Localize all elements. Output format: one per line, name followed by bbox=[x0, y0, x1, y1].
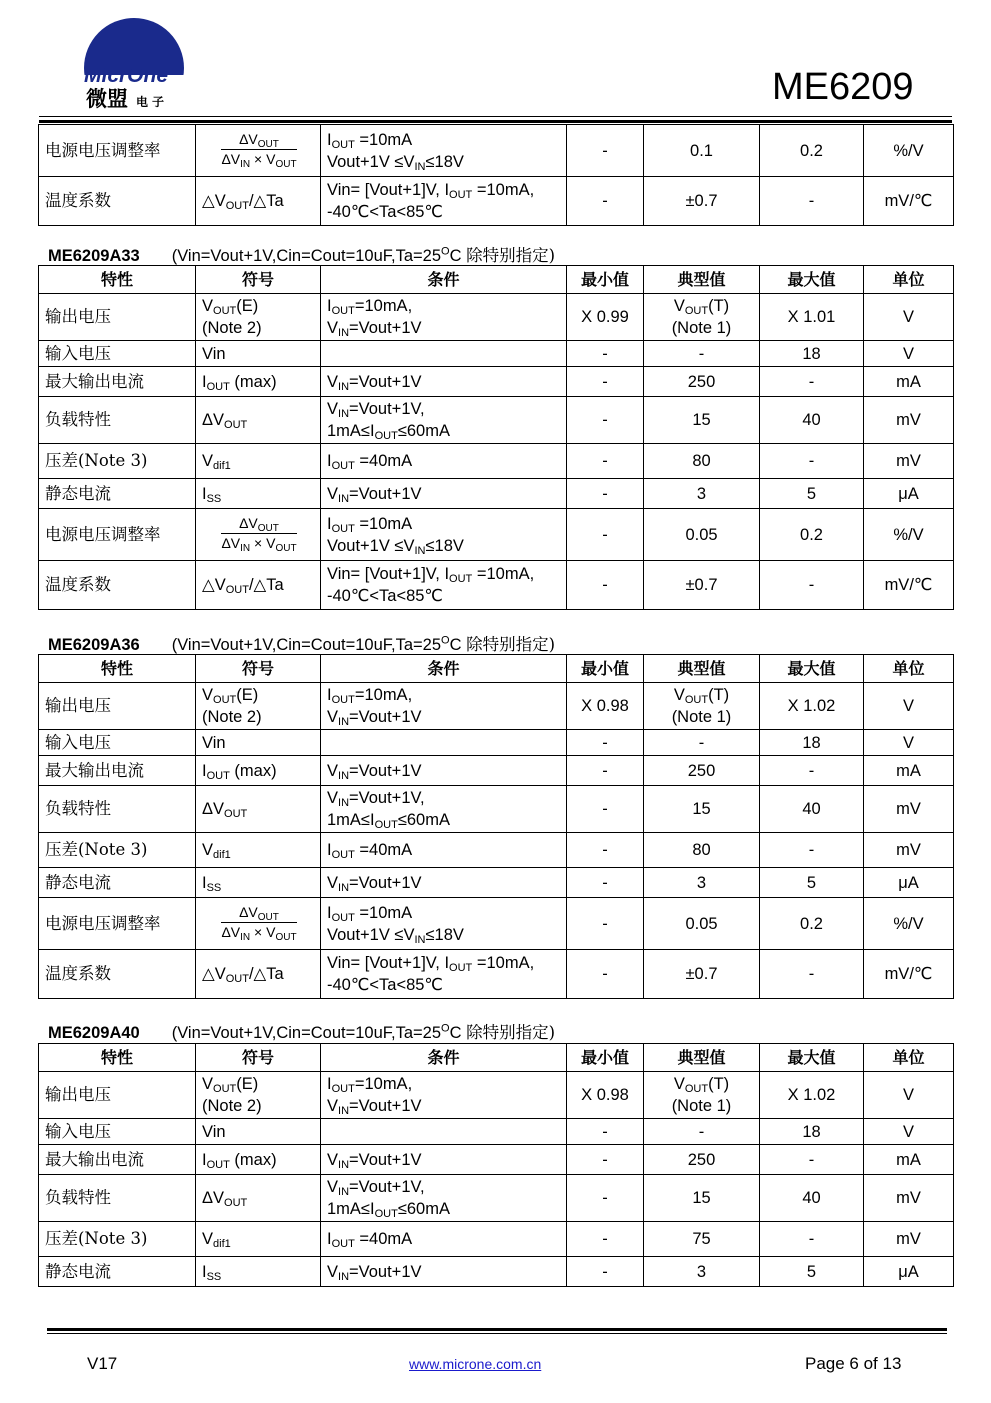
condition-cell: $V_{IN}=Vout+1V$, $1mA\le I_{OUT}\le 60mA$ bbox=[321, 1175, 567, 1222]
param-cell: 输入电压 bbox=[39, 730, 196, 756]
section-name: ME6209A40 bbox=[48, 1024, 140, 1042]
min-cell: X 0.98 bbox=[567, 683, 644, 730]
header-condition: 条件 bbox=[321, 266, 567, 294]
max-cell: - bbox=[760, 1145, 864, 1175]
condition-cell: $I_{OUT} =10mA$ Vout+1V $\le V_{IN}\le 18V$ bbox=[321, 898, 567, 950]
max-cell: X 1.02 bbox=[760, 683, 864, 730]
typ-cell: 80 bbox=[644, 833, 760, 868]
typ-cell: 250 bbox=[644, 756, 760, 786]
table-row bbox=[39, 833, 954, 868]
unit-cell: mV bbox=[864, 833, 954, 868]
unit-cell: mV bbox=[864, 444, 954, 479]
unit-cell: V bbox=[864, 730, 954, 756]
typ-cell: 15 bbox=[644, 1175, 760, 1222]
header-condition: 条件 bbox=[321, 655, 567, 683]
condition-cell: Vin= [Vout+1]V, $I_{OUT} =10mA$, -40℃<Ta<85℃ bbox=[321, 177, 567, 226]
param-cell: 温度系数 bbox=[39, 177, 196, 226]
section-name: ME6209A36 bbox=[48, 636, 140, 654]
typ-cell: 3 bbox=[644, 868, 760, 898]
symbol-cell: $V_{dif1}$ bbox=[196, 1222, 321, 1257]
min-cell: - bbox=[567, 1145, 644, 1175]
header-typ: 典型值 bbox=[644, 1044, 760, 1072]
max-cell: - bbox=[760, 950, 864, 999]
unit-cell: mA bbox=[864, 367, 954, 397]
symbol-cell: Vin bbox=[196, 341, 321, 367]
condition-cell: $I_{OUT} =10mA$ Vout+1V $\le V_{IN}\le 18V$ bbox=[321, 509, 567, 561]
table-row bbox=[39, 756, 954, 786]
header-max: 最大值 bbox=[760, 266, 864, 294]
min-cell: - bbox=[567, 397, 644, 444]
table-row bbox=[39, 444, 954, 479]
typ-cell: - bbox=[644, 1119, 760, 1145]
min-cell: - bbox=[567, 125, 644, 177]
table-row bbox=[39, 341, 954, 367]
min-cell: - bbox=[567, 1175, 644, 1222]
symbol-cell: Vin bbox=[196, 1119, 321, 1145]
condition-cell: $I_{OUT} =40mA$ bbox=[321, 833, 567, 868]
unit-cell: V bbox=[864, 683, 954, 730]
header-max: 最大值 bbox=[760, 1044, 864, 1072]
table-row bbox=[39, 730, 954, 756]
typ-cell: 250 bbox=[644, 367, 760, 397]
header-param: 特性 bbox=[39, 266, 196, 294]
unit-cell: mV/℃ bbox=[864, 561, 954, 610]
max-cell: 18 bbox=[760, 1119, 864, 1145]
condition-cell: $V_{IN}=Vout+1V$ bbox=[321, 1257, 567, 1287]
symbol-cell: $V_{dif1}$ bbox=[196, 444, 321, 479]
doc-title: ME6209 bbox=[772, 66, 914, 108]
header-condition: 条件 bbox=[321, 1044, 567, 1072]
max-cell: - bbox=[760, 1222, 864, 1257]
max-cell: 5 bbox=[760, 1257, 864, 1287]
header-symbol: 符号 bbox=[196, 266, 321, 294]
footer-link[interactable]: www.microne.com.cn bbox=[409, 1356, 542, 1372]
min-cell: X 0.98 bbox=[567, 1072, 644, 1119]
max-cell: - bbox=[760, 444, 864, 479]
footer-rule-thick bbox=[47, 1328, 947, 1331]
param-cell: 压差(Note 3) bbox=[39, 444, 196, 479]
max-cell: - bbox=[760, 561, 864, 610]
table-row bbox=[39, 479, 954, 509]
table-row bbox=[39, 125, 954, 177]
symbol-cell: $\triangle V_{OUT}/\triangle Ta$ bbox=[196, 950, 321, 999]
typ-cell: ±0.7 bbox=[644, 950, 760, 999]
condition-cell: $V_{IN}=Vout+1V$, $1mA\le I_{OUT}\le 60mA$ bbox=[321, 397, 567, 444]
header-unit: 单位 bbox=[864, 266, 954, 294]
condition-cell: Vin= [Vout+1]V, $I_{OUT} =10mA$, -40℃<Ta<85℃ bbox=[321, 561, 567, 610]
param-cell: 静态电流 bbox=[39, 868, 196, 898]
condition-cell: $V_{IN}=Vout+1V$ bbox=[321, 479, 567, 509]
footer-version: V17 bbox=[87, 1354, 118, 1373]
unit-cell: V bbox=[864, 341, 954, 367]
max-cell: 0.2 bbox=[760, 898, 864, 950]
condition-cell: $V_{IN}=Vout+1V$ bbox=[321, 1145, 567, 1175]
max-cell: 5 bbox=[760, 479, 864, 509]
max-cell: 18 bbox=[760, 730, 864, 756]
table-row bbox=[39, 561, 954, 610]
symbol-cell: $V_{OUT}(E)$ (Note 2) bbox=[196, 1072, 321, 1119]
typ-cell: 75 bbox=[644, 1222, 760, 1257]
microne-logo bbox=[78, 18, 190, 114]
symbol-cell: $\Delta V_{OUT}$ bbox=[196, 397, 321, 444]
header-min: 最小值 bbox=[567, 266, 644, 294]
symbol-cell: $I_{OUT}$ (max) bbox=[196, 367, 321, 397]
header-max: 最大值 bbox=[760, 655, 864, 683]
max-cell: X 1.01 bbox=[760, 294, 864, 341]
typ-cell: $V_{OUT}(T)$ (Note 1) bbox=[644, 294, 760, 341]
min-cell: - bbox=[567, 341, 644, 367]
max-cell: 5 bbox=[760, 868, 864, 898]
spec-table-continued bbox=[38, 124, 954, 226]
typ-cell: 15 bbox=[644, 786, 760, 833]
header-symbol: 符号 bbox=[196, 1044, 321, 1072]
param-cell: 静态电流 bbox=[39, 1257, 196, 1287]
condition-cell: $I_{OUT}=10mA$, $V_{IN}=Vout+1V$ bbox=[321, 683, 567, 730]
unit-cell: %/V bbox=[864, 125, 954, 177]
symbol-cell: $\triangle V_{OUT}/\triangle Ta$ bbox=[196, 561, 321, 610]
min-cell: X 0.99 bbox=[567, 294, 644, 341]
max-cell: - bbox=[760, 367, 864, 397]
condition-cell: $V_{IN}=Vout+1V$, $1mA\le I_{OUT}\le 60mA$ bbox=[321, 786, 567, 833]
table-header-row bbox=[39, 1044, 954, 1072]
min-cell: - bbox=[567, 509, 644, 561]
unit-cell: mV bbox=[864, 1222, 954, 1257]
param-cell: 负载特性 bbox=[39, 1175, 196, 1222]
header-symbol: 符号 bbox=[196, 655, 321, 683]
typ-cell: 250 bbox=[644, 1145, 760, 1175]
max-cell: - bbox=[760, 833, 864, 868]
typ-cell: $V_{OUT}(T)$ (Note 1) bbox=[644, 1072, 760, 1119]
table-row bbox=[39, 177, 954, 226]
symbol-cell: Vin bbox=[196, 730, 321, 756]
min-cell: - bbox=[567, 756, 644, 786]
min-cell: - bbox=[567, 833, 644, 868]
typ-cell: ±0.7 bbox=[644, 561, 760, 610]
table-row bbox=[39, 509, 954, 561]
logo-text-cn: 微盟 bbox=[86, 87, 128, 111]
typ-cell: ±0.7 bbox=[644, 177, 760, 226]
unit-cell: V bbox=[864, 1119, 954, 1145]
header-typ: 典型值 bbox=[644, 655, 760, 683]
unit-cell: mV bbox=[864, 786, 954, 833]
unit-cell: V bbox=[864, 1072, 954, 1119]
table-row bbox=[39, 786, 954, 833]
header-unit: 单位 bbox=[864, 655, 954, 683]
header-min: 最小值 bbox=[567, 655, 644, 683]
max-cell: X 1.02 bbox=[760, 1072, 864, 1119]
table-row bbox=[39, 367, 954, 397]
max-cell: - bbox=[760, 756, 864, 786]
typ-cell: 0.05 bbox=[644, 509, 760, 561]
min-cell: - bbox=[567, 950, 644, 999]
symbol-cell: $V_{OUT}(E)$ (Note 2) bbox=[196, 294, 321, 341]
min-cell: - bbox=[567, 479, 644, 509]
unit-cell: μA bbox=[864, 1257, 954, 1287]
param-cell: 输出电压 bbox=[39, 683, 196, 730]
min-cell: - bbox=[567, 868, 644, 898]
typ-cell: 3 bbox=[644, 1257, 760, 1287]
condition-cell bbox=[321, 1119, 567, 1145]
table-row bbox=[39, 1222, 954, 1257]
param-cell: 温度系数 bbox=[39, 950, 196, 999]
table-row bbox=[39, 397, 954, 444]
symbol-cell: $I_{SS}$ bbox=[196, 1257, 321, 1287]
logo-text-cn-small: 电子 bbox=[136, 95, 169, 109]
typ-cell: 0.1 bbox=[644, 125, 760, 177]
section-title bbox=[48, 1019, 555, 1043]
condition-cell: $I_{OUT} =40mA$ bbox=[321, 444, 567, 479]
condition-cell bbox=[321, 730, 567, 756]
table-row bbox=[39, 1072, 954, 1119]
spec-table bbox=[38, 654, 954, 999]
typ-cell: 0.05 bbox=[644, 898, 760, 950]
header-param: 特性 bbox=[39, 655, 196, 683]
symbol-cell: $\frac{\Delta V_{OUT}}{\Delta V_{IN} \times V_{OUT}}$ bbox=[196, 125, 321, 177]
table-row bbox=[39, 294, 954, 341]
symbol-cell: $I_{SS}$ bbox=[196, 479, 321, 509]
table-row bbox=[39, 1119, 954, 1145]
header-min: 最小值 bbox=[567, 1044, 644, 1072]
header-rule-thick bbox=[39, 120, 952, 123]
param-cell: 静态电流 bbox=[39, 479, 196, 509]
min-cell: - bbox=[567, 367, 644, 397]
header-typ: 典型值 bbox=[644, 266, 760, 294]
param-cell: 负载特性 bbox=[39, 397, 196, 444]
table-row bbox=[39, 1175, 954, 1222]
symbol-cell: $I_{OUT}$ (max) bbox=[196, 756, 321, 786]
symbol-cell: $\Delta V_{OUT}$ bbox=[196, 786, 321, 833]
min-cell: - bbox=[567, 1119, 644, 1145]
min-cell: - bbox=[567, 444, 644, 479]
max-cell: 40 bbox=[760, 786, 864, 833]
table-header-row bbox=[39, 266, 954, 294]
section-name: ME6209A33 bbox=[48, 247, 140, 265]
unit-cell: mV bbox=[864, 397, 954, 444]
typ-cell: $V_{OUT}(T)$ (Note 1) bbox=[644, 683, 760, 730]
symbol-cell: $\triangle V_{OUT}/\triangle Ta$ bbox=[196, 177, 321, 226]
param-cell: 电源电压调整率 bbox=[39, 125, 196, 177]
typ-cell: 15 bbox=[644, 397, 760, 444]
symbol-cell: $V_{dif1}$ bbox=[196, 833, 321, 868]
unit-cell: mV/℃ bbox=[864, 950, 954, 999]
typ-cell: 3 bbox=[644, 479, 760, 509]
min-cell: - bbox=[567, 177, 644, 226]
condition-cell bbox=[321, 341, 567, 367]
unit-cell: μA bbox=[864, 479, 954, 509]
param-cell: 最大输出电流 bbox=[39, 1145, 196, 1175]
symbol-cell: $\frac{\Delta V_{OUT}}{\Delta V_{IN} \times V_{OUT}}$ bbox=[196, 898, 321, 950]
spec-table bbox=[38, 1043, 954, 1287]
header-rule bbox=[39, 116, 952, 117]
max-cell: 40 bbox=[760, 397, 864, 444]
param-cell: 温度系数 bbox=[39, 561, 196, 610]
param-cell: 压差(Note 3) bbox=[39, 833, 196, 868]
unit-cell: μA bbox=[864, 868, 954, 898]
param-cell: 电源电压调整率 bbox=[39, 509, 196, 561]
param-cell: 输入电压 bbox=[39, 1119, 196, 1145]
symbol-cell: $I_{SS}$ bbox=[196, 868, 321, 898]
unit-cell: V bbox=[864, 294, 954, 341]
param-cell: 输出电压 bbox=[39, 294, 196, 341]
min-cell: - bbox=[567, 1257, 644, 1287]
param-cell: 输出电压 bbox=[39, 1072, 196, 1119]
condition-cell: $I_{OUT} =10mA$ Vout+1V $\le V_{IN}\le 18V$ bbox=[321, 125, 567, 177]
table-header-row bbox=[39, 655, 954, 683]
typ-cell: - bbox=[644, 341, 760, 367]
typ-cell: 80 bbox=[644, 444, 760, 479]
footer-page-number: Page 6 of 13 bbox=[805, 1354, 902, 1373]
max-cell: 40 bbox=[760, 1175, 864, 1222]
section-conditions: ($Vin=Vout+1V,Cin=Cout=10uF,Ta=25^OC$ 除特别指定) bbox=[171, 1022, 555, 1042]
max-cell: - bbox=[760, 177, 864, 226]
symbol-cell: $\frac{\Delta V_{OUT}}{\Delta V_{IN} \times V_{OUT}}$ bbox=[196, 509, 321, 561]
condition-cell: $V_{IN}=Vout+1V$ bbox=[321, 756, 567, 786]
param-cell: 电源电压调整率 bbox=[39, 898, 196, 950]
min-cell: - bbox=[567, 898, 644, 950]
condition-cell: $V_{IN}=Vout+1V$ bbox=[321, 367, 567, 397]
footer-rule bbox=[47, 1333, 947, 1334]
condition-cell: $I_{OUT}=10mA$, $V_{IN}=Vout+1V$ bbox=[321, 294, 567, 341]
section-title bbox=[48, 631, 555, 655]
table-row bbox=[39, 868, 954, 898]
min-cell: - bbox=[567, 730, 644, 756]
logo-text-en: MicrOne bbox=[84, 64, 169, 87]
param-cell: 最大输出电流 bbox=[39, 756, 196, 786]
max-cell: 18 bbox=[760, 341, 864, 367]
unit-cell: mV bbox=[864, 1175, 954, 1222]
param-cell: 最大输出电流 bbox=[39, 367, 196, 397]
unit-cell: mV/℃ bbox=[864, 177, 954, 226]
max-cell: 0.2 bbox=[760, 509, 864, 561]
symbol-cell: $V_{OUT}(E)$ (Note 2) bbox=[196, 683, 321, 730]
symbol-cell: $I_{OUT}$ (max) bbox=[196, 1145, 321, 1175]
param-cell: 压差(Note 3) bbox=[39, 1222, 196, 1257]
unit-cell: mA bbox=[864, 1145, 954, 1175]
spec-table bbox=[38, 265, 954, 610]
section-conditions: ($Vin=Vout+1V,Cin=Cout=10uF,Ta=25^OC$ 除特别指定) bbox=[171, 245, 555, 265]
table-row bbox=[39, 1145, 954, 1175]
min-cell: - bbox=[567, 561, 644, 610]
header-unit: 单位 bbox=[864, 1044, 954, 1072]
typ-cell: - bbox=[644, 730, 760, 756]
condition-cell: Vin= [Vout+1]V, $I_{OUT} =10mA$, -40℃<Ta<85℃ bbox=[321, 950, 567, 999]
condition-cell: $I_{OUT} =40mA$ bbox=[321, 1222, 567, 1257]
param-cell: 输入电压 bbox=[39, 341, 196, 367]
unit-cell: %/V bbox=[864, 509, 954, 561]
unit-cell: %/V bbox=[864, 898, 954, 950]
condition-cell: $I_{OUT}=10mA$, $V_{IN}=Vout+1V$ bbox=[321, 1072, 567, 1119]
max-cell: 0.2 bbox=[760, 125, 864, 177]
unit-cell: mA bbox=[864, 756, 954, 786]
condition-cell: $V_{IN}=Vout+1V$ bbox=[321, 868, 567, 898]
table-row bbox=[39, 950, 954, 999]
table-row bbox=[39, 1257, 954, 1287]
table-row bbox=[39, 898, 954, 950]
header-param: 特性 bbox=[39, 1044, 196, 1072]
param-cell: 负载特性 bbox=[39, 786, 196, 833]
section-conditions: ($Vin=Vout+1V,Cin=Cout=10uF,Ta=25^OC$ 除特别指定) bbox=[171, 634, 555, 654]
symbol-cell: $\Delta V_{OUT}$ bbox=[196, 1175, 321, 1222]
table-row bbox=[39, 683, 954, 730]
min-cell: - bbox=[567, 786, 644, 833]
section-title bbox=[48, 242, 555, 266]
min-cell: - bbox=[567, 1222, 644, 1257]
